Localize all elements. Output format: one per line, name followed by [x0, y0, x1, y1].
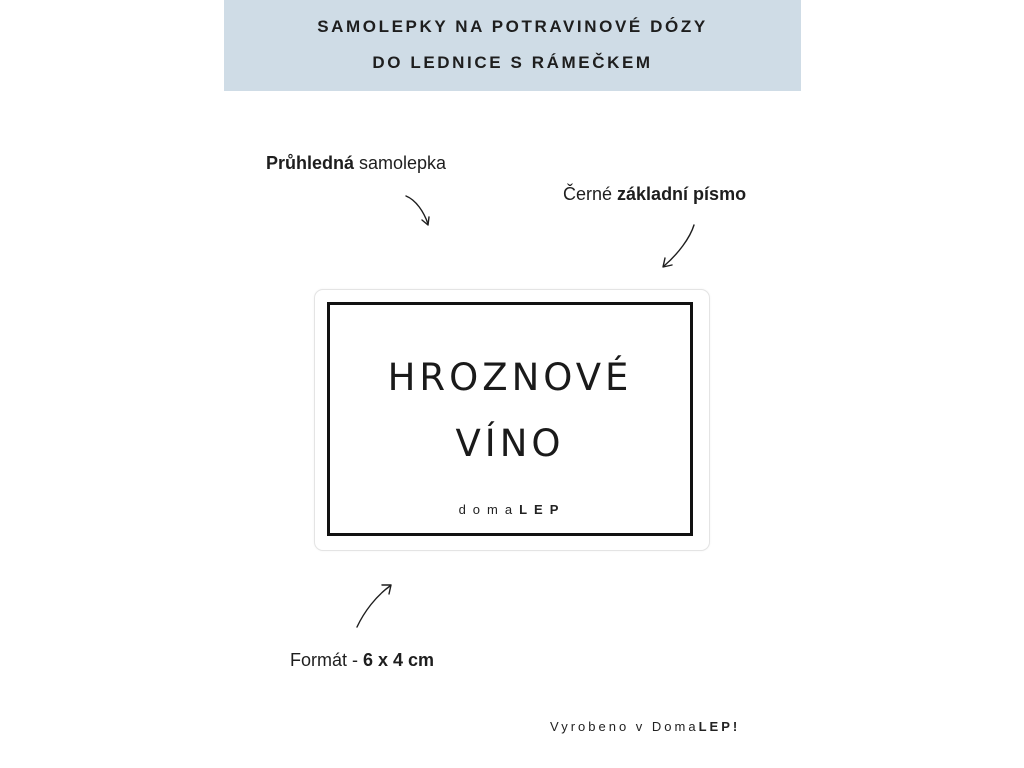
sticker-frame	[327, 302, 693, 536]
note-black-font	[563, 184, 746, 205]
header-title-line-1: SAMOLEPKY NA POTRAVINOVÉ DÓZY	[317, 17, 708, 36]
sticker-title-line-2: VÍNO	[455, 422, 565, 465]
sticker-brand-light: doma	[458, 502, 520, 517]
sticker-preview	[314, 289, 710, 551]
sticker-brand	[315, 502, 709, 517]
footer-prefix: Vyrobeno v Doma	[550, 719, 699, 734]
curved-arrow-icon	[398, 192, 438, 232]
sticker-brand-bold: LEP	[519, 502, 566, 517]
note-format-prefix: Formát -	[290, 650, 364, 670]
note-format-bold: 6 x 4 cm	[363, 650, 435, 670]
note-transparent-sticker	[266, 153, 446, 174]
footer-made-by	[550, 719, 740, 734]
footer-brand-bold: LEP!	[698, 719, 741, 734]
curved-arrow-icon	[352, 580, 396, 632]
header-title-line-2: DO LEDNICE S RÁMEČKEM	[372, 53, 653, 72]
note-transparent-bold: Průhledná	[266, 153, 355, 173]
sticker-title-line-1: HROZNOVÉ	[387, 356, 633, 399]
curved-arrow-icon	[656, 220, 700, 272]
header-banner	[224, 0, 801, 91]
note-transparent-rest: samolepka	[354, 153, 447, 173]
note-font-bold: základní písmo	[617, 184, 747, 204]
note-format-size	[290, 650, 434, 671]
note-font-prefix: Černé	[563, 184, 618, 204]
